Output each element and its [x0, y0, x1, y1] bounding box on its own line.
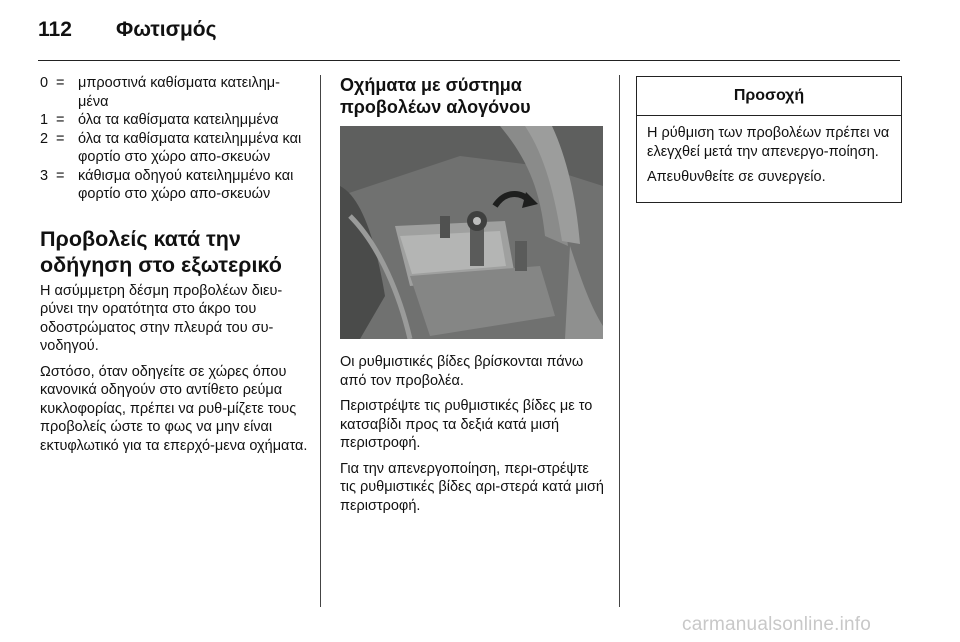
legend-equals: =	[56, 130, 65, 147]
legend-key: 3	[40, 167, 49, 184]
legend-text: όλα τα καθίσματα κατειλημμένα και φορτίο στο χώρο απο-σκευών	[78, 130, 302, 165]
page-title: Φωτισμός	[116, 18, 217, 41]
paragraph: Οι ρυθμιστικές βίδες βρίσκονται πάνω από τον προβολέα.	[340, 354, 584, 389]
legend-key: 2	[40, 130, 49, 147]
paragraph: Για την απενεργοποίηση, περι-στρέψτε τις ρυθμιστικές βίδες αρι-στερά κατά μισή περιστροφή.	[340, 460, 604, 514]
legend-text: κάθισμα οδηγού κατειλημμένο και φορτίο στο χώρο απο-σκευών	[78, 167, 294, 202]
section-heading-halogen: Οχήματα με σύστημα προβολέων αλογόνου	[340, 75, 531, 117]
paragraph: Ωστόσο, όταν οδηγείτε σε χώρες όπου κανονικά οδηγούν στο αντίθετο ρεύμα κυκλοφορίας, πρέπει να ρυθ-μίζετε τους προβολείς ώστε το φως να μην είναι εκτυφλωτικό για τα επερχό-μενα οχήματα.	[40, 363, 308, 454]
legend-item	[40, 111, 308, 130]
caution-paragraph: Απευθυνθείτε σε συνεργείο.	[647, 169, 826, 185]
caution-title: Προσοχή	[637, 77, 901, 116]
column-divider-right	[619, 75, 620, 607]
legend-item	[40, 74, 308, 111]
legend-text: όλα τα καθίσματα κατειλημμένα	[78, 112, 279, 128]
caution-body	[637, 116, 901, 202]
column-left	[40, 74, 308, 462]
legend-item	[40, 130, 308, 167]
load-legend	[40, 74, 308, 204]
paragraph: Περιστρέψτε τις ρυθμιστικές βίδες με το κατσαβίδι προς τα δεξιά κατά μισή περιστροφή.	[340, 398, 593, 451]
legend-equals: =	[56, 112, 65, 128]
legend-equals: =	[56, 167, 65, 184]
page-header	[38, 14, 900, 54]
section-heading-abroad: Προβολείς κατά την οδήγηση στο εξωτερικό	[40, 226, 282, 277]
caution-paragraph: Η ρύθμιση των προβολέων πρέπει να ελεγχθεί μετά την απενεργο-ποίηση.	[647, 125, 890, 160]
watermark: carmanualsonline.info	[682, 614, 872, 635]
legend-item	[40, 167, 308, 204]
column-divider-left	[320, 75, 321, 607]
legend-equals: =	[56, 75, 65, 91]
caution-box	[636, 76, 902, 203]
headlight-adjustment-figure	[340, 126, 603, 339]
legend-key: 0	[40, 75, 49, 91]
legend-text: μπροστινά καθίσματα κατειλημ-μένα	[78, 75, 280, 110]
legend-key: 1	[40, 112, 49, 128]
page-number: 112	[38, 18, 72, 41]
header-divider	[38, 60, 900, 61]
paragraph: Η ασύμμετρη δέσμη προβολέων διευ-ρύνει την ορατότητα στο άκρο του οδοστρώματος στην πλευρά του συ-νοδηγού.	[40, 282, 283, 354]
column-middle	[340, 74, 606, 522]
